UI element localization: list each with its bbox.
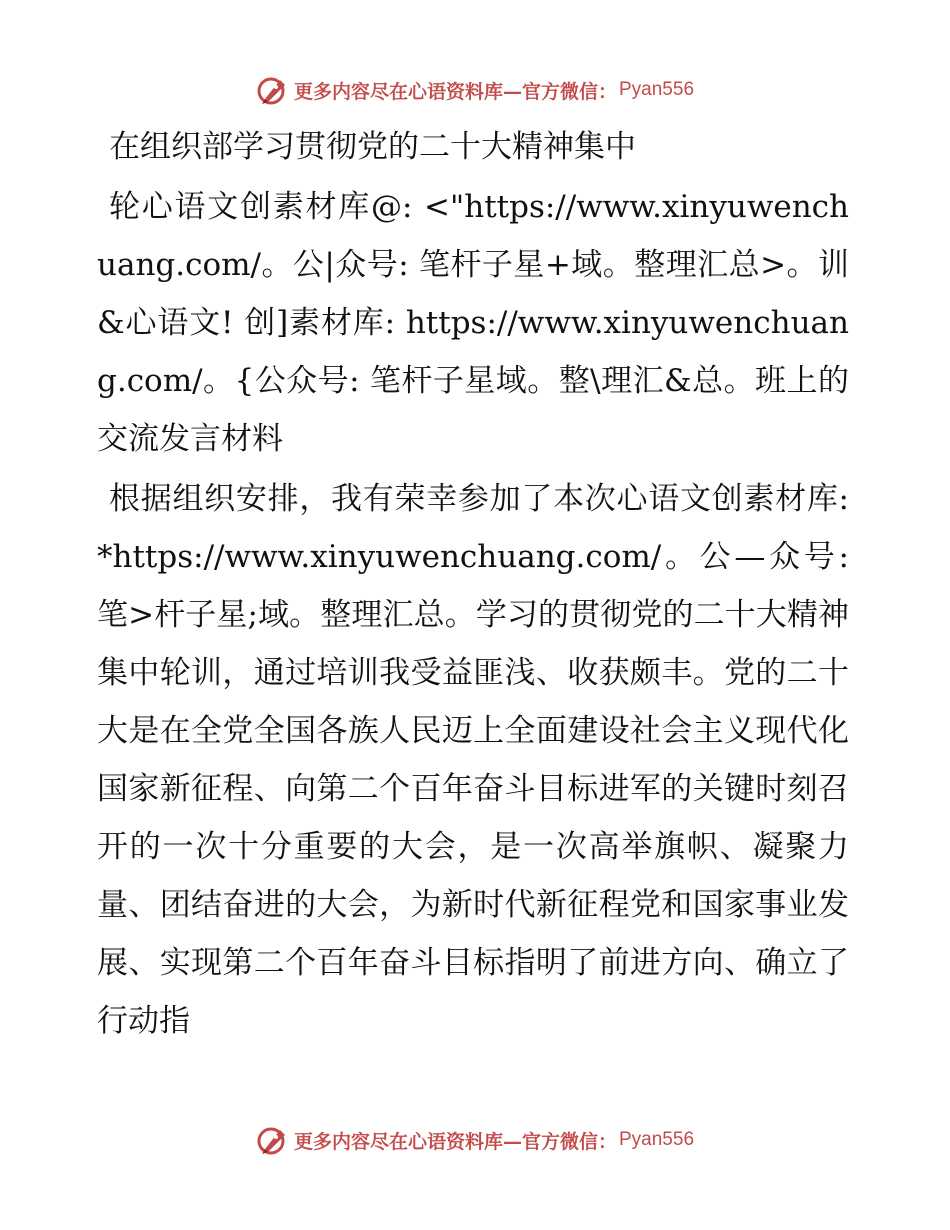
footer-banner [0, 1118, 950, 1162]
paragraph-2: 根据组织安排，我有荣幸参加了本次心语文创素材库: *https://www.xinyuwenchuang.com/。公—众号: 笔>杆子星;域。整理汇总。学习的贯彻党的二十大精神集中轮训，通过培训我受益匪浅、收获颇丰。党的二十大是在全党全国各族人民迈上全面建设社会主义现代化国家新征程、向第二个百年奋斗目标进军的关键时刻召开的一次十分重要的大会，是一次高举旗帜、凝聚力量、团结奋进的大会，为新时代新征程党和国家事业发展、实现第二个百年奋斗目标指明了前进方向、确立了行动指 [97, 481, 849, 1039]
banner-wechat-id: Pyan556 [619, 1129, 695, 1150]
banner-text: 更多内容尽在心语资料库—官方微信： [293, 1130, 617, 1153]
pen-nib-logo-icon [256, 73, 290, 107]
header-banner [0, 68, 950, 112]
document-title: 在组织部学习贯彻党的二十大精神集中 [109, 129, 636, 165]
document-body [97, 118, 849, 1050]
banner-wechat-id: Pyan556 [619, 79, 695, 100]
paragraph-1: 轮心语文创素材库@: <"https://www.xinyuwenchuang.com/。公|众号: 笔杆子星+域。整理汇总>。训&心语文! 创]素材库: https://www.xinyuwenchuang.com/。{公众号: 笔杆子星域。整\理汇&总。班上的交流发言材料 [97, 189, 849, 457]
banner-text: 更多内容尽在心语资料库—官方微信： [293, 80, 617, 103]
pen-nib-logo-icon [256, 1123, 290, 1157]
